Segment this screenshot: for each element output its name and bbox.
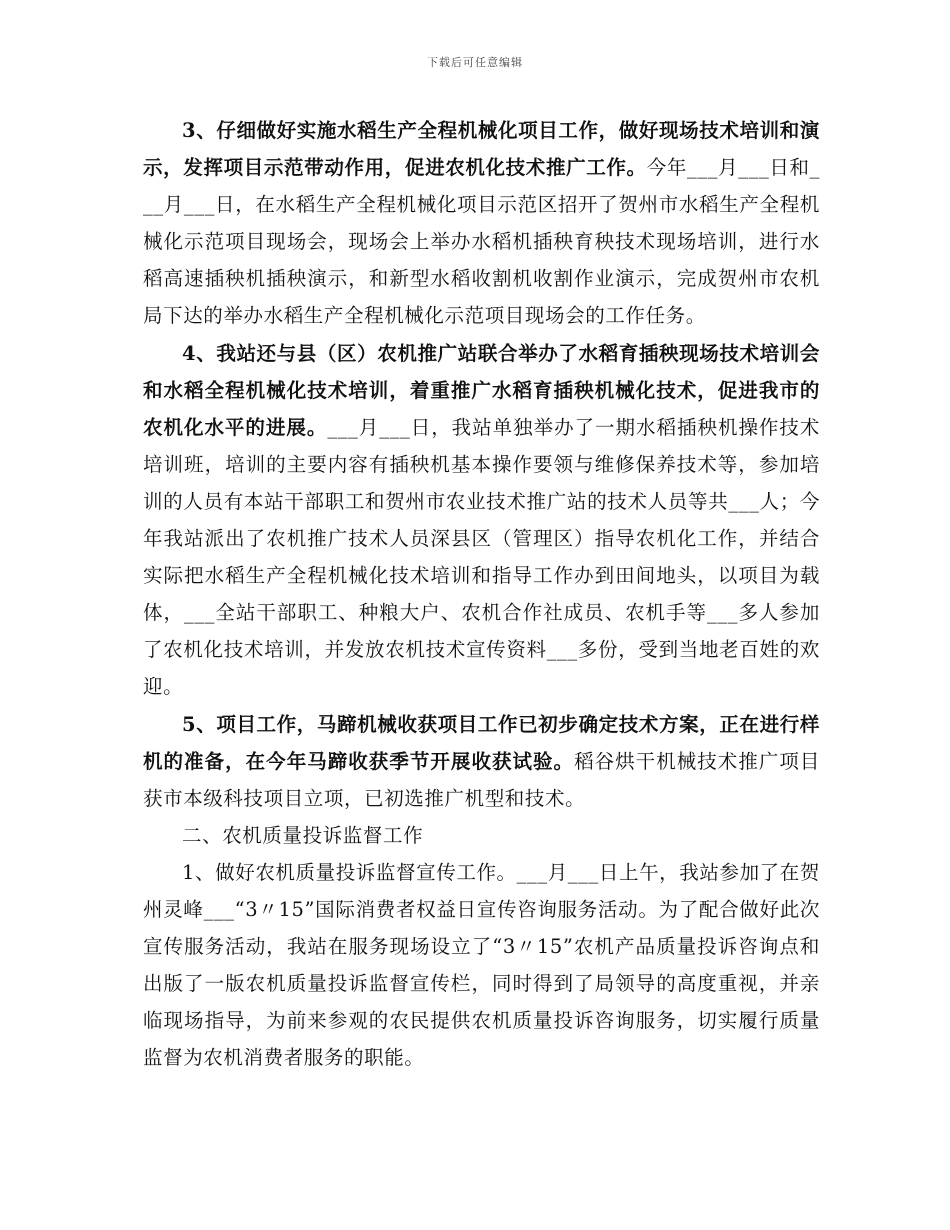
document-body (143, 112, 820, 1076)
paragraph-body: ___月___日上午，我站参加了在贺州灵峰___“3〃15”国际消费者权益日宣传咨询服务活动。为了配合做好此次宣传服务活动，我站在服务现场设立了“3〃15”农机产品质量投诉咨询点和出版了一版农机质量投诉监督宣传栏，同时得到了局领导的高度重视，并亲临现场指导，为前来参观的农民提供农机质量投诉咨询服务，切实履行质量监督为农机消费者服务的职能。 (143, 860, 820, 1070)
download-edit-note: 下载后可任意编辑 (427, 56, 523, 69)
paragraph-body: 今年___月___日和___月___日，在水稻生产全程机械化项目示范区招开了贺州市水稻生产全程机械化示范项目现场会，现场会上举办水稻机插秧育秧技术现场培训，进行水稻高速插秧机插秧演示，和新型水稻收割机收割作业演示，完成贺州市农机局下达的举办水稻生产全程机械化示范项目现场会的工作任务。 (143, 156, 820, 328)
section-paragraph-1 (143, 854, 820, 1077)
section-heading: 二、农机质量投诉监督工作 (182, 823, 424, 847)
paragraph-lead: 1、做好农机质量投诉监督宣传工作。 (182, 860, 517, 884)
paragraph-body: ___月___日，我站单独举办了一期水稻插秧机操作技术培训班，培训的主要内容有插秧机基本操作要领与维修保养技术等，参加培训的人员有本站干部职工和贺州市农业技术推广站的技术人员等共___人；今年我站派出了农机推广技术人员深县区（管理区）指导农机化工作，并结合实际把水稻生产全程机械化技术培训和指导工作办到田间地头，以项目为载体，___全站干部职工、种粮大户、农机合作社成员、农机手等___多人参加了农机化技术培训，并发放农机技术宣传资料___多份，受到当地老百姓的欢迎。 (143, 415, 820, 699)
paragraph-item-3 (143, 112, 820, 335)
paragraph-lead: 3、仔细做好实施水稻生产全程机械化项目工作，做好现场技术培训和演示，发挥项目示范带动作用，促进农机化技术推广工作。 (143, 119, 820, 180)
paragraph-item-4 (143, 335, 820, 706)
paragraph-lead: 4、我站还与县（区）农机推广站联合举办了水稻育插秧现场技术培训会和水稻全程机械化技术培训，着重推广水稻育插秧机械化技术，促进我市的农机化水平的进展。 (143, 341, 820, 439)
paragraph-item-5 (143, 706, 820, 817)
paragraph-body: 稻谷烘干机械技术推广项目获市本级科技项目立项，已初选推广机型和技术。 (143, 749, 820, 810)
paragraph-lead: 5、项目工作，马蹄机械收获项目工作已初步确定技术方案，正在进行样机的准备，在今年马蹄收获季节开展收获试验。 (143, 712, 820, 773)
